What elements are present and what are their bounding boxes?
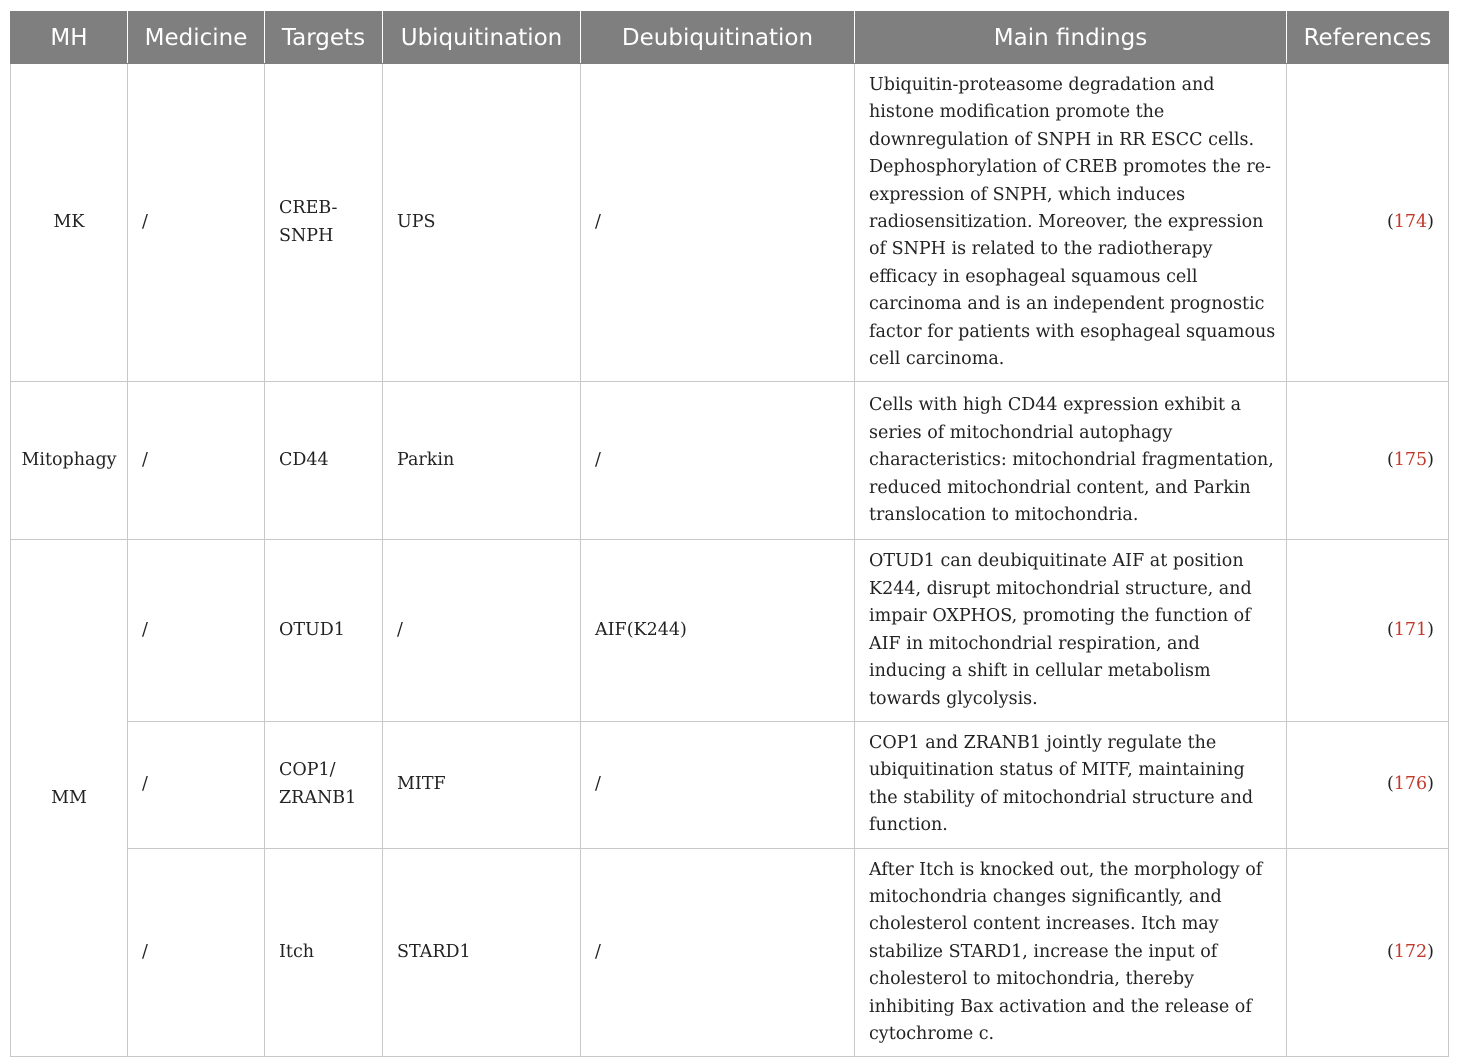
ubiquitination-cell: UPS (383, 64, 581, 382)
header-deubiquitination: Deubiquitination (581, 12, 855, 64)
reference-cell: (176) (1287, 721, 1449, 848)
mh-cell: Mitophagy (11, 382, 128, 540)
mh-cell: MK (11, 64, 128, 382)
deubiquitination-cell: / (581, 721, 855, 848)
deubiquitination-cell: / (581, 64, 855, 382)
ubiquitination-cell: STARD1 (383, 848, 581, 1057)
targets-line: SNPH (279, 225, 334, 246)
findings-cell: After Itch is knocked out, the morphology of mitochondria changes significantly, and cholesterol content increases. Itch may stabilize STARD1, increase the input of cholesterol to mitochondria, thereby inhibiting Bax activation and the release of cytochrome c. (855, 848, 1287, 1057)
header-ubiquitination: Ubiquitination (383, 12, 581, 64)
mh-cell: MM (11, 540, 128, 1057)
deubiquitination-cell: AIF(K244) (581, 540, 855, 721)
ubiquitination-cell: MITF (383, 721, 581, 848)
table-row (11, 540, 1449, 721)
reference-cell: (171) (1287, 540, 1449, 721)
targets-cell: OTUD1 (265, 540, 383, 721)
header-main-findings: Main findings (855, 12, 1287, 64)
reference-link[interactable]: 175 (1393, 450, 1428, 471)
table-row (11, 382, 1449, 540)
ubiquitination-cell: Parkin (383, 382, 581, 540)
header-references: References (1287, 12, 1449, 64)
table-row (11, 848, 1449, 1057)
targets-line: COP1/ (279, 760, 336, 781)
header-medicine: Medicine (128, 12, 265, 64)
reference-link[interactable]: 176 (1393, 774, 1428, 795)
targets-line: ZRANB1 (279, 787, 357, 808)
header-row (11, 12, 1449, 64)
medicine-cell: / (128, 64, 265, 382)
targets-cell: Itch (265, 848, 383, 1057)
medicine-cell: / (128, 382, 265, 540)
medicine-cell: / (128, 721, 265, 848)
table-row (11, 721, 1449, 848)
targets-line: CREB- (279, 198, 338, 219)
findings-cell: COP1 and ZRANB1 jointly regulate the ubiquitination status of MITF, maintaining the stability of mitochondrial structure and function. (855, 721, 1287, 848)
ubiquitination-cell: / (383, 540, 581, 721)
findings-cell: OTUD1 can deubiquitinate AIF at position K244, disrupt mitochondrial structure, and impair OXPHOS, promoting the function of AIF in mitochondrial respiration, and inducing a shift in cellular metabolism towards glycolysis. (855, 540, 1287, 721)
targets-cell: CD44 (265, 382, 383, 540)
data-table (10, 11, 1449, 1057)
header-mh: MH (11, 12, 128, 64)
reference-cell: (175) (1287, 382, 1449, 540)
reference-link[interactable]: 174 (1393, 212, 1428, 233)
reference-link[interactable]: 172 (1393, 941, 1428, 962)
findings-cell: Ubiquitin-proteasome degradation and histone modification promote the downregulation of SNPH in RR ESCC cells. Dephosphorylation of CREB promotes the re-expression of SNPH, which induces radiosensitization. Moreover, the expression of SNPH is related to the radiotherapy efficacy in esophageal squamous cell carcinoma and is an independent prognostic factor for patients with esophageal squamous cell carcinoma. (855, 64, 1287, 382)
medicine-cell: / (128, 540, 265, 721)
deubiquitination-cell: / (581, 382, 855, 540)
reference-cell: (172) (1287, 848, 1449, 1057)
targets-cell (265, 64, 383, 382)
reference-cell: (174) (1287, 64, 1449, 382)
reference-link[interactable]: 171 (1393, 619, 1428, 640)
deubiquitination-cell: / (581, 848, 855, 1057)
header-targets: Targets (265, 12, 383, 64)
table-row (11, 64, 1449, 382)
targets-cell (265, 721, 383, 848)
medicine-cell: / (128, 848, 265, 1057)
findings-cell: Cells with high CD44 expression exhibit a series of mitochondrial autophagy characteristics: mitochondrial fragmentation, reduced mitochondrial content, and Parkin translocation to mitochondria. (855, 382, 1287, 540)
